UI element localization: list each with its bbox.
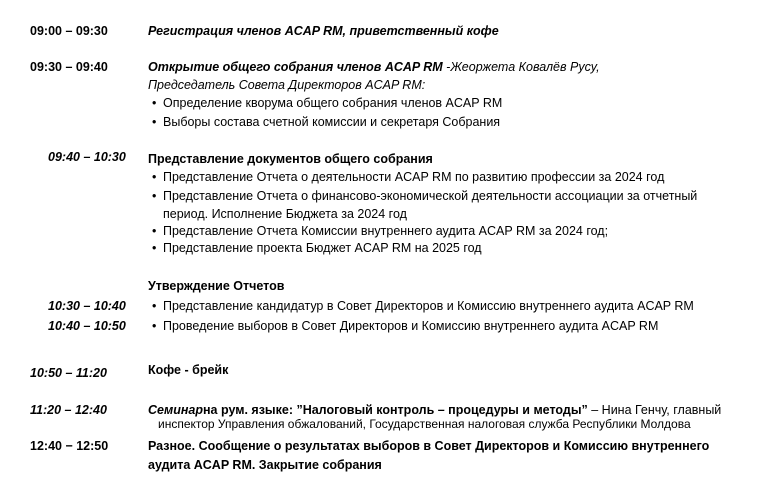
session-title-line [148, 60, 600, 75]
list-item: • Проведение выборов в Совет Директоров и Комиссию внутреннего аудита ACAP RM [152, 319, 658, 334]
seminar-speaker-role: инспектор Управления обжалований, Государственная налоговая служба Республики Молдова [158, 417, 691, 431]
list-item: • Представление проекта Бюджет ACAP RM на 2025 год [152, 241, 482, 256]
section-heading: Утверждение Отчетов [148, 279, 285, 293]
list-item: • Представление кандидатур в Совет Директоров и Комиссию внутреннего аудита ACAP RM [152, 299, 694, 314]
session-title: Кофе - брейк [148, 363, 229, 377]
seminar-speaker: – Нина Генчу, главный [587, 403, 722, 417]
session-time: 09:30 – 09:40 [30, 60, 108, 74]
seminar-lead: Семинар [148, 403, 203, 417]
session-time: 10:30 – 10:40 [48, 299, 126, 313]
session-time: 10:40 – 10:50 [48, 319, 126, 333]
list-item: • Определение кворума общего собрания членов ACAP RM [152, 96, 502, 111]
list-item: • Представление Отчета о деятельности ACAP RM по развитию профессии за 2024 год [152, 170, 664, 185]
session-time: 11:20 – 12:40 [30, 403, 107, 417]
session-title: Разное. Сообщение о результатах выборов в Совет Директоров и Комиссию внутреннего [148, 439, 710, 453]
list-item: • Представление Отчета Комиссии внутреннего аудита ACAP RM за 2024 год; [152, 224, 608, 239]
list-item-continuation: период. Исполнение Бюджета за 2024 год [163, 207, 407, 221]
session-time: 09:00 – 09:30 [30, 24, 108, 38]
session-title: Представление документов общего собрания [148, 152, 433, 166]
list-item: • Представление Отчета о финансово-экономической деятельности ассоциации за отчетный [152, 189, 697, 204]
session-time: 09:40 – 10:30 [48, 150, 126, 164]
speaker-role: Председатель Совета Директоров ACAP RM: [148, 78, 426, 92]
session-title: Открытие общего собрания членов ACAP RM [148, 60, 443, 74]
session-speaker: -Жеоржета Ковалёв Русу, [442, 60, 600, 74]
session-title: Регистрация членов ACAP RM, приветственный кофе [148, 24, 499, 38]
session-time: 12:40 − 12:50 [30, 439, 109, 453]
list-item: • Выборы состава счетной комиссии и секретаря Собрания [152, 115, 500, 130]
seminar-line [148, 403, 721, 418]
session-time: 10:50 – 11:20 [30, 366, 107, 380]
seminar-title: на рум. языке: ”Налоговый контроль – процедуры и методы” [203, 403, 588, 417]
session-title-continuation: аудита ACAP RM. Закрытие собрания [148, 458, 382, 472]
